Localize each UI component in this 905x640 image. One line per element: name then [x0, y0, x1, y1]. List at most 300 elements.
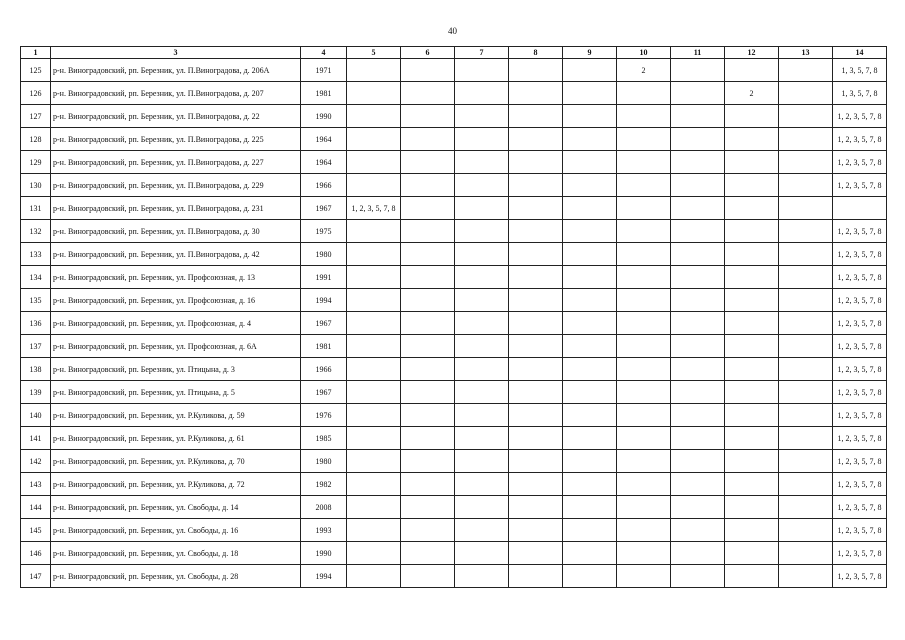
col-12-cell — [725, 151, 779, 174]
col-14-cell: 1, 2, 3, 5, 7, 8 — [833, 519, 887, 542]
year-cell: 1964 — [301, 128, 347, 151]
col-7-cell — [455, 519, 509, 542]
col-7-cell — [455, 450, 509, 473]
col-10-cell — [617, 266, 671, 289]
col-8-cell — [509, 335, 563, 358]
col-8-cell — [509, 473, 563, 496]
col-13-cell — [779, 243, 833, 266]
col-8-cell — [509, 542, 563, 565]
col-10-cell — [617, 151, 671, 174]
col-7-cell — [455, 174, 509, 197]
table-row — [21, 542, 887, 565]
col-11-cell — [671, 82, 725, 105]
table-row — [21, 59, 887, 82]
col-6-cell — [401, 358, 455, 381]
col-9-cell — [563, 496, 617, 519]
year-cell: 1967 — [301, 312, 347, 335]
table-row — [21, 381, 887, 404]
col-9-cell — [563, 565, 617, 588]
col-11-cell — [671, 496, 725, 519]
col-8-cell — [509, 358, 563, 381]
col-11-cell — [671, 450, 725, 473]
year-cell: 1981 — [301, 335, 347, 358]
row-number-cell: 144 — [21, 496, 51, 519]
col-5-cell — [347, 519, 401, 542]
col-7-cell — [455, 335, 509, 358]
column-header: 4 — [301, 47, 347, 59]
col-6-cell — [401, 243, 455, 266]
col-8-cell — [509, 565, 563, 588]
col-6-cell — [401, 427, 455, 450]
col-6-cell — [401, 496, 455, 519]
col-12-cell — [725, 335, 779, 358]
col-6-cell — [401, 59, 455, 82]
row-number-cell: 134 — [21, 266, 51, 289]
col-11-cell — [671, 427, 725, 450]
col-10-cell — [617, 82, 671, 105]
col-14-cell: 1, 2, 3, 5, 7, 8 — [833, 358, 887, 381]
col-7-cell — [455, 151, 509, 174]
table-row — [21, 358, 887, 381]
column-header: 9 — [563, 47, 617, 59]
col-5-cell — [347, 59, 401, 82]
col-12-cell — [725, 243, 779, 266]
col-8-cell — [509, 427, 563, 450]
col-14-cell: 1, 2, 3, 5, 7, 8 — [833, 404, 887, 427]
col-9-cell — [563, 312, 617, 335]
col-12-cell — [725, 312, 779, 335]
col-7-cell — [455, 427, 509, 450]
year-cell: 1967 — [301, 197, 347, 220]
col-7-cell — [455, 197, 509, 220]
col-7-cell — [455, 82, 509, 105]
col-13-cell — [779, 174, 833, 197]
address-cell: р-н. Виноградовский, рп. Березник, ул. Птицына, д. 5 — [51, 381, 301, 404]
address-cell: р-н. Виноградовский, рп. Березник, ул. Р.Куликова, д. 61 — [51, 427, 301, 450]
year-cell: 1971 — [301, 59, 347, 82]
col-12-cell — [725, 565, 779, 588]
address-cell: р-н. Виноградовский, рп. Березник, ул. П.Виноградова, д. 207 — [51, 82, 301, 105]
row-number-cell: 128 — [21, 128, 51, 151]
col-14-cell: 1, 2, 3, 5, 7, 8 — [833, 128, 887, 151]
col-8-cell — [509, 312, 563, 335]
col-13-cell — [779, 59, 833, 82]
row-number-cell: 143 — [21, 473, 51, 496]
year-cell: 1985 — [301, 427, 347, 450]
col-14-cell — [833, 197, 887, 220]
col-13-cell — [779, 197, 833, 220]
col-10-cell — [617, 496, 671, 519]
year-cell: 1967 — [301, 381, 347, 404]
col-5-cell — [347, 427, 401, 450]
col-12-cell — [725, 519, 779, 542]
col-9-cell — [563, 82, 617, 105]
table-row — [21, 289, 887, 312]
col-10-cell — [617, 174, 671, 197]
col-6-cell — [401, 450, 455, 473]
row-number-cell: 135 — [21, 289, 51, 312]
col-5-cell — [347, 312, 401, 335]
col-8-cell — [509, 450, 563, 473]
col-5-cell — [347, 542, 401, 565]
col-13-cell — [779, 496, 833, 519]
address-cell: р-н. Виноградовский, рп. Березник, ул. Р.Куликова, д. 59 — [51, 404, 301, 427]
col-11-cell — [671, 473, 725, 496]
col-14-cell: 1, 2, 3, 5, 7, 8 — [833, 174, 887, 197]
col-14-cell: 1, 3, 5, 7, 8 — [833, 59, 887, 82]
col-11-cell — [671, 220, 725, 243]
col-13-cell — [779, 105, 833, 128]
column-header: 5 — [347, 47, 401, 59]
col-9-cell — [563, 335, 617, 358]
year-cell: 2008 — [301, 496, 347, 519]
row-number-cell: 137 — [21, 335, 51, 358]
table-row — [21, 427, 887, 450]
col-7-cell — [455, 243, 509, 266]
col-7-cell — [455, 496, 509, 519]
col-12-cell: 2 — [725, 82, 779, 105]
col-8-cell — [509, 289, 563, 312]
col-11-cell — [671, 335, 725, 358]
col-9-cell — [563, 381, 617, 404]
col-11-cell — [671, 243, 725, 266]
address-cell: р-н. Виноградовский, рп. Березник, ул. П.Виноградова, д. 229 — [51, 174, 301, 197]
col-9-cell — [563, 450, 617, 473]
col-7-cell — [455, 542, 509, 565]
col-7-cell — [455, 220, 509, 243]
col-5-cell — [347, 496, 401, 519]
column-header: 1 — [21, 47, 51, 59]
address-cell: р-н. Виноградовский, рп. Березник, ул. Свободы, д. 18 — [51, 542, 301, 565]
table-row — [21, 197, 887, 220]
table-row — [21, 335, 887, 358]
col-5-cell — [347, 105, 401, 128]
col-13-cell — [779, 427, 833, 450]
col-13-cell — [779, 289, 833, 312]
table-row — [21, 519, 887, 542]
row-number-cell: 142 — [21, 450, 51, 473]
year-cell: 1994 — [301, 289, 347, 312]
col-7-cell — [455, 565, 509, 588]
col-14-cell: 1, 3, 5, 7, 8 — [833, 82, 887, 105]
col-12-cell — [725, 450, 779, 473]
col-8-cell — [509, 220, 563, 243]
row-number-cell: 129 — [21, 151, 51, 174]
col-5-cell — [347, 404, 401, 427]
col-12-cell — [725, 174, 779, 197]
col-5-cell — [347, 174, 401, 197]
table-row — [21, 312, 887, 335]
col-10-cell — [617, 381, 671, 404]
col-14-cell: 1, 2, 3, 5, 7, 8 — [833, 381, 887, 404]
col-9-cell — [563, 473, 617, 496]
col-9-cell — [563, 404, 617, 427]
col-6-cell — [401, 82, 455, 105]
col-5-cell — [347, 289, 401, 312]
address-cell: р-н. Виноградовский, рп. Березник, ул. Профсоюзная, д. 16 — [51, 289, 301, 312]
row-number-cell: 131 — [21, 197, 51, 220]
row-number-cell: 146 — [21, 542, 51, 565]
col-6-cell — [401, 151, 455, 174]
address-cell: р-н. Виноградовский, рп. Березник, ул. Профсоюзная, д. 13 — [51, 266, 301, 289]
table-body — [21, 59, 887, 588]
col-5-cell — [347, 565, 401, 588]
col-9-cell — [563, 542, 617, 565]
col-9-cell — [563, 220, 617, 243]
year-cell: 1966 — [301, 174, 347, 197]
address-cell: р-н. Виноградовский, рп. Березник, ул. Свободы, д. 28 — [51, 565, 301, 588]
col-9-cell — [563, 427, 617, 450]
row-number-cell: 141 — [21, 427, 51, 450]
address-cell: р-н. Виноградовский, рп. Березник, ул. Птицына, д. 3 — [51, 358, 301, 381]
address-cell: р-н. Виноградовский, рп. Березник, ул. П.Виноградова, д. 22 — [51, 105, 301, 128]
col-6-cell — [401, 335, 455, 358]
col-12-cell — [725, 289, 779, 312]
col-5-cell — [347, 128, 401, 151]
row-number-cell: 133 — [21, 243, 51, 266]
col-6-cell — [401, 220, 455, 243]
table-row — [21, 128, 887, 151]
col-13-cell — [779, 404, 833, 427]
year-cell: 1994 — [301, 565, 347, 588]
col-13-cell — [779, 128, 833, 151]
col-13-cell — [779, 312, 833, 335]
row-number-cell: 147 — [21, 565, 51, 588]
row-number-cell: 136 — [21, 312, 51, 335]
col-6-cell — [401, 105, 455, 128]
year-cell: 1980 — [301, 243, 347, 266]
col-6-cell — [401, 542, 455, 565]
col-8-cell — [509, 266, 563, 289]
col-12-cell — [725, 59, 779, 82]
col-12-cell — [725, 404, 779, 427]
col-8-cell — [509, 197, 563, 220]
col-9-cell — [563, 289, 617, 312]
row-number-cell: 139 — [21, 381, 51, 404]
address-cell: р-н. Виноградовский, рп. Березник, ул. Свободы, д. 16 — [51, 519, 301, 542]
table-row — [21, 220, 887, 243]
year-cell: 1975 — [301, 220, 347, 243]
table-row — [21, 473, 887, 496]
col-7-cell — [455, 105, 509, 128]
row-number-cell: 126 — [21, 82, 51, 105]
col-5-cell — [347, 473, 401, 496]
address-cell: р-н. Виноградовский, рп. Березник, ул. П.Виноградова, д. 30 — [51, 220, 301, 243]
col-8-cell — [509, 128, 563, 151]
row-number-cell: 130 — [21, 174, 51, 197]
column-header: 7 — [455, 47, 509, 59]
col-14-cell: 1, 2, 3, 5, 7, 8 — [833, 266, 887, 289]
col-6-cell — [401, 565, 455, 588]
col-10-cell — [617, 427, 671, 450]
year-cell: 1980 — [301, 450, 347, 473]
col-11-cell — [671, 105, 725, 128]
column-header: 14 — [833, 47, 887, 59]
col-12-cell — [725, 496, 779, 519]
col-14-cell: 1, 2, 3, 5, 7, 8 — [833, 105, 887, 128]
col-14-cell: 1, 2, 3, 5, 7, 8 — [833, 427, 887, 450]
col-14-cell: 1, 2, 3, 5, 7, 8 — [833, 151, 887, 174]
col-12-cell — [725, 473, 779, 496]
col-14-cell: 1, 2, 3, 5, 7, 8 — [833, 473, 887, 496]
address-cell: р-н. Виноградовский, рп. Березник, ул. Свободы, д. 14 — [51, 496, 301, 519]
table-row — [21, 565, 887, 588]
col-14-cell: 1, 2, 3, 5, 7, 8 — [833, 565, 887, 588]
col-14-cell: 1, 2, 3, 5, 7, 8 — [833, 450, 887, 473]
column-header: 12 — [725, 47, 779, 59]
col-14-cell: 1, 2, 3, 5, 7, 8 — [833, 220, 887, 243]
col-8-cell — [509, 404, 563, 427]
address-cell: р-н. Виноградовский, рп. Березник, ул. Р.Куликова, д. 70 — [51, 450, 301, 473]
col-9-cell — [563, 197, 617, 220]
col-13-cell — [779, 381, 833, 404]
column-header: 11 — [671, 47, 725, 59]
col-6-cell — [401, 473, 455, 496]
address-cell: р-н. Виноградовский, рп. Березник, ул. Р.Куликова, д. 72 — [51, 473, 301, 496]
col-10-cell — [617, 358, 671, 381]
col-14-cell: 1, 2, 3, 5, 7, 8 — [833, 496, 887, 519]
col-7-cell — [455, 289, 509, 312]
address-cell: р-н. Виноградовский, рп. Березник, ул. П.Виноградова, д. 227 — [51, 151, 301, 174]
col-11-cell — [671, 312, 725, 335]
table-row — [21, 82, 887, 105]
col-9-cell — [563, 59, 617, 82]
table-row — [21, 174, 887, 197]
col-10-cell — [617, 404, 671, 427]
col-13-cell — [779, 335, 833, 358]
col-7-cell — [455, 358, 509, 381]
col-12-cell — [725, 542, 779, 565]
col-6-cell — [401, 519, 455, 542]
col-13-cell — [779, 220, 833, 243]
column-header: 10 — [617, 47, 671, 59]
header-row — [21, 47, 887, 59]
col-10-cell — [617, 243, 671, 266]
column-header: 8 — [509, 47, 563, 59]
col-8-cell — [509, 243, 563, 266]
col-7-cell — [455, 128, 509, 151]
year-cell: 1991 — [301, 266, 347, 289]
col-5-cell — [347, 335, 401, 358]
col-9-cell — [563, 243, 617, 266]
column-header: 6 — [401, 47, 455, 59]
col-13-cell — [779, 519, 833, 542]
row-number-cell: 132 — [21, 220, 51, 243]
col-6-cell — [401, 266, 455, 289]
col-5-cell — [347, 82, 401, 105]
col-11-cell — [671, 151, 725, 174]
col-12-cell — [725, 105, 779, 128]
col-13-cell — [779, 151, 833, 174]
col-10-cell: 2 — [617, 59, 671, 82]
col-11-cell — [671, 128, 725, 151]
col-6-cell — [401, 381, 455, 404]
col-8-cell — [509, 105, 563, 128]
col-6-cell — [401, 128, 455, 151]
address-cell: р-н. Виноградовский, рп. Березник, ул. П.Виноградова, д. 225 — [51, 128, 301, 151]
col-10-cell — [617, 473, 671, 496]
col-5-cell — [347, 266, 401, 289]
col-12-cell — [725, 197, 779, 220]
col-11-cell — [671, 542, 725, 565]
column-header: 13 — [779, 47, 833, 59]
col-13-cell — [779, 450, 833, 473]
table-row — [21, 450, 887, 473]
year-cell: 1982 — [301, 473, 347, 496]
col-12-cell — [725, 427, 779, 450]
col-11-cell — [671, 519, 725, 542]
col-12-cell — [725, 128, 779, 151]
address-cell: р-н. Виноградовский, рп. Березник, ул. Профсоюзная, д. 4 — [51, 312, 301, 335]
address-cell: р-н. Виноградовский, рп. Березник, ул. П.Виноградова, д. 231 — [51, 197, 301, 220]
col-14-cell: 1, 2, 3, 5, 7, 8 — [833, 289, 887, 312]
col-10-cell — [617, 335, 671, 358]
col-9-cell — [563, 266, 617, 289]
address-cell: р-н. Виноградовский, рп. Березник, ул. Профсоюзная, д. 6А — [51, 335, 301, 358]
col-10-cell — [617, 312, 671, 335]
col-8-cell — [509, 381, 563, 404]
col-13-cell — [779, 542, 833, 565]
housing-register-table — [20, 46, 887, 588]
col-13-cell — [779, 473, 833, 496]
col-9-cell — [563, 128, 617, 151]
column-header: 3 — [51, 47, 301, 59]
year-cell: 1964 — [301, 151, 347, 174]
col-12-cell — [725, 266, 779, 289]
col-9-cell — [563, 519, 617, 542]
col-11-cell — [671, 381, 725, 404]
col-14-cell: 1, 2, 3, 5, 7, 8 — [833, 312, 887, 335]
col-13-cell — [779, 358, 833, 381]
col-7-cell — [455, 59, 509, 82]
row-number-cell: 140 — [21, 404, 51, 427]
col-5-cell — [347, 450, 401, 473]
year-cell: 1993 — [301, 519, 347, 542]
col-12-cell — [725, 220, 779, 243]
col-5-cell — [347, 381, 401, 404]
year-cell: 1981 — [301, 82, 347, 105]
col-10-cell — [617, 128, 671, 151]
row-number-cell: 127 — [21, 105, 51, 128]
table-row — [21, 266, 887, 289]
table-row — [21, 496, 887, 519]
year-cell: 1976 — [301, 404, 347, 427]
col-12-cell — [725, 381, 779, 404]
col-10-cell — [617, 289, 671, 312]
col-11-cell — [671, 404, 725, 427]
row-number-cell: 138 — [21, 358, 51, 381]
year-cell: 1990 — [301, 542, 347, 565]
col-10-cell — [617, 565, 671, 588]
table-row — [21, 151, 887, 174]
col-10-cell — [617, 105, 671, 128]
col-13-cell — [779, 266, 833, 289]
col-11-cell — [671, 266, 725, 289]
col-8-cell — [509, 174, 563, 197]
year-cell: 1966 — [301, 358, 347, 381]
col-11-cell — [671, 358, 725, 381]
col-5-cell — [347, 151, 401, 174]
col-11-cell — [671, 174, 725, 197]
col-7-cell — [455, 312, 509, 335]
col-5-cell — [347, 220, 401, 243]
col-5-cell: 1, 2, 3, 5, 7, 8 — [347, 197, 401, 220]
table-row — [21, 404, 887, 427]
col-8-cell — [509, 519, 563, 542]
col-14-cell: 1, 2, 3, 5, 7, 8 — [833, 335, 887, 358]
table-row — [21, 105, 887, 128]
col-6-cell — [401, 312, 455, 335]
